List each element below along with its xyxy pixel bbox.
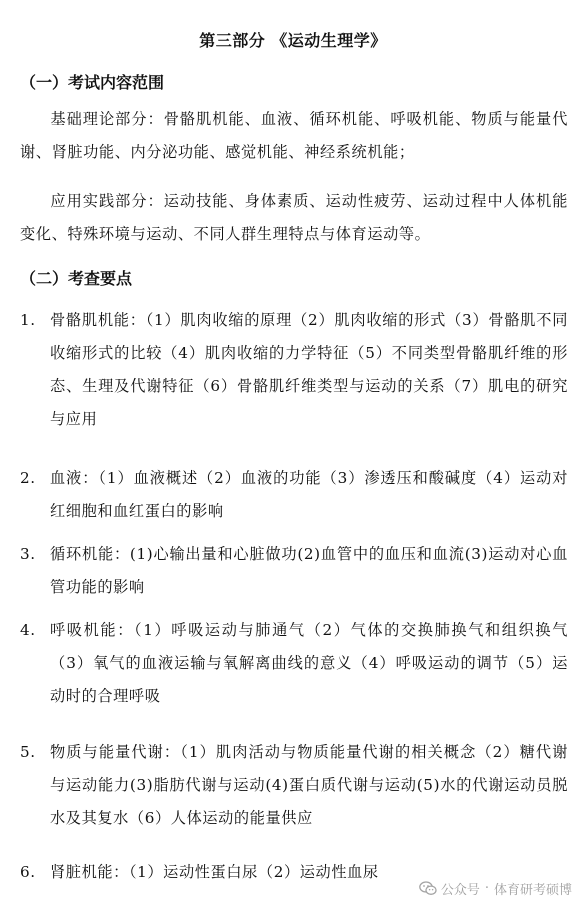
- wechat-icon: [419, 881, 437, 896]
- list-item: [20, 304, 568, 436]
- watermark-account: 体育研考硕博: [493, 883, 572, 898]
- watermark-channel: 公众号: [440, 883, 480, 898]
- section-heading-key-points: （二）考查要点: [20, 269, 133, 288]
- list-item-text: 肾脏机能：（1）运动性蛋白尿（2）运动性血尿: [50, 863, 379, 881]
- list-item-text: 物质与能量代谢：（1）肌肉活动与物质能量代谢的相关概念（2）糖代谢与运动能力(3)脂肪代谢与运动(4)蛋白质代谢与运动(5)水的代谢运动员脱水及其复水（6）人体运动的能量供应: [50, 743, 568, 827]
- paragraph-basic-theory: 基础理论部分：骨骼肌机能、血液、循环机能、呼吸机能、物质与能量代谢、肾脏功能、内分泌功能、感觉机能、神经系统机能；: [20, 110, 568, 161]
- list-item-text: 血液：（1）血液概述（2）血液的功能（3）渗透压和酸碱度（4）运动对红细胞和血红蛋白的影响: [50, 469, 568, 520]
- list-item: [20, 538, 568, 604]
- watermark: [419, 879, 572, 898]
- list-item-number: 2.: [20, 469, 36, 487]
- list-item-text: 骨骼肌机能：（1）肌肉收缩的原理（2）肌肉收缩的形式（3）骨骼肌不同收缩形式的比较（4）肌肉收缩的力学特征（5）不同类型骨骼肌纤维的形态、生理及代谢特征（6）骨骼肌纤维类型与运动的关系（7）肌电的研究与应用: [50, 311, 568, 428]
- list-item-text: 循环机能：(1)心输出量和心脏做功(2)血管中的血压和血流(3)运动对心血管功能的影响: [50, 545, 568, 596]
- list-item-number: 1.: [20, 311, 36, 329]
- list-item: [20, 462, 568, 528]
- page-title: 第三部分 《运动生理学》: [199, 31, 387, 50]
- list-item-number: 4.: [20, 621, 36, 639]
- list-item: [20, 614, 568, 713]
- list-item-number: 3.: [20, 545, 36, 563]
- paragraph-applied-practice: 应用实践部分：运动技能、身体素质、运动性疲劳、运动过程中人体机能变化、特殊环境与运动、不同人群生理特点与体育运动等。: [20, 192, 568, 243]
- section-heading-scope: （一）考试内容范围: [20, 73, 165, 92]
- list-item: [20, 736, 568, 835]
- list-item-text: 呼吸机能：（1）呼吸运动与肺通气（2）气体的交换肺换气和组织换气（3）氧气的血液运输与氧解离曲线的意义（4）呼吸运动的调节（5）运动时的合理呼吸: [50, 621, 568, 705]
- watermark-separator: ·: [484, 881, 489, 896]
- list-item-number: 5.: [20, 743, 36, 761]
- list-item-number: 6.: [20, 863, 36, 881]
